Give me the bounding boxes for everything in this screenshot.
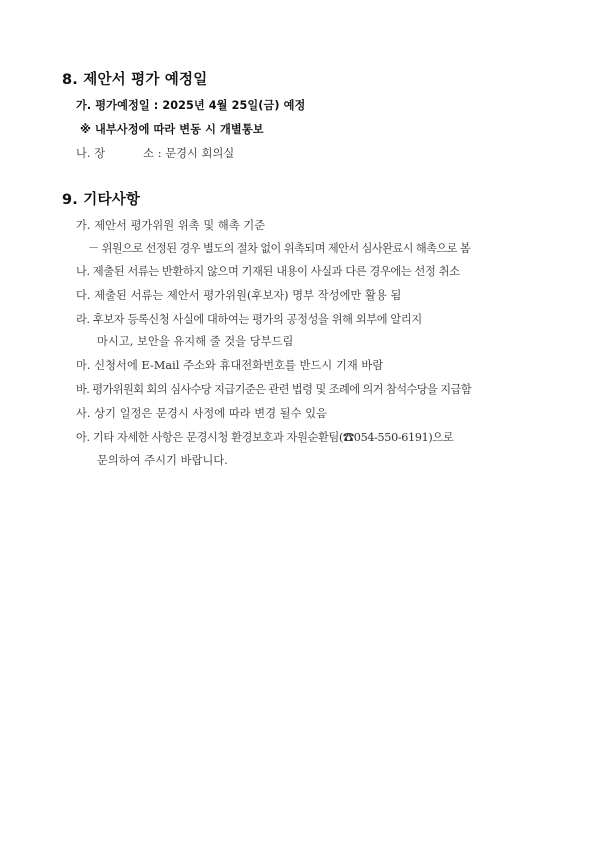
item-a: 아. 기타 자세한 사항은 문경시청 환경보호과 자원순환팀(☎054-550-6191)으로: [76, 431, 454, 444]
evaluation-date-line: 가. 평가예정일 : 2025년 4월 25일(금) 예정: [76, 99, 306, 112]
venue-label-suffix: 소 : 문경시 회의실: [143, 147, 235, 160]
item-ba: 바. 평가위원회 회의 심사수당 지급기준은 관련 법령 및 조례에 의거 참석수당을 지급함: [76, 383, 472, 396]
section-8-title: 8. 제안서 평가 예정일: [62, 72, 208, 88]
item-ma: 마. 신청서에 E-Mail 주소와 휴대전화번호를 반드시 기재 바람: [76, 359, 384, 372]
item-da: 다. 제출된 서류는 제안서 평가위원(후보자) 명부 작성에만 활용 됨: [76, 289, 402, 302]
section-9-title: 9. 기타사항: [62, 192, 141, 208]
venue-line: [76, 145, 234, 161]
item-a-continued: 문의하여 주시기 바랍니다.: [97, 454, 228, 467]
item-ra: 라. 후보자 등록신청 사실에 대하여는 평가의 공정성을 위해 외부에 알리지: [76, 313, 422, 326]
item-ga-detail: － 위원으로 선정된 경우 별도의 절차 없이 위촉되며 제안서 심사완료시 해촉으로 봄: [88, 242, 471, 255]
item-ra-continued: 마시고, 보안을 유지해 줄 것을 당부드림: [97, 335, 294, 348]
item-na: 나. 제출된 서류는 반환하지 않으며 기재된 내용이 사실과 다른 경우에는 선정 취소: [76, 265, 460, 278]
notice-line: ※ 내부사정에 따라 변동 시 개별통보: [80, 123, 264, 136]
item-sa: 사. 상기 일정은 문경시 사정에 따라 변경 될수 있음: [76, 407, 328, 420]
item-ga: 가. 제안서 평가위원 위촉 및 해촉 기준: [76, 219, 266, 232]
venue-label-prefix: 나. 장: [76, 147, 106, 160]
